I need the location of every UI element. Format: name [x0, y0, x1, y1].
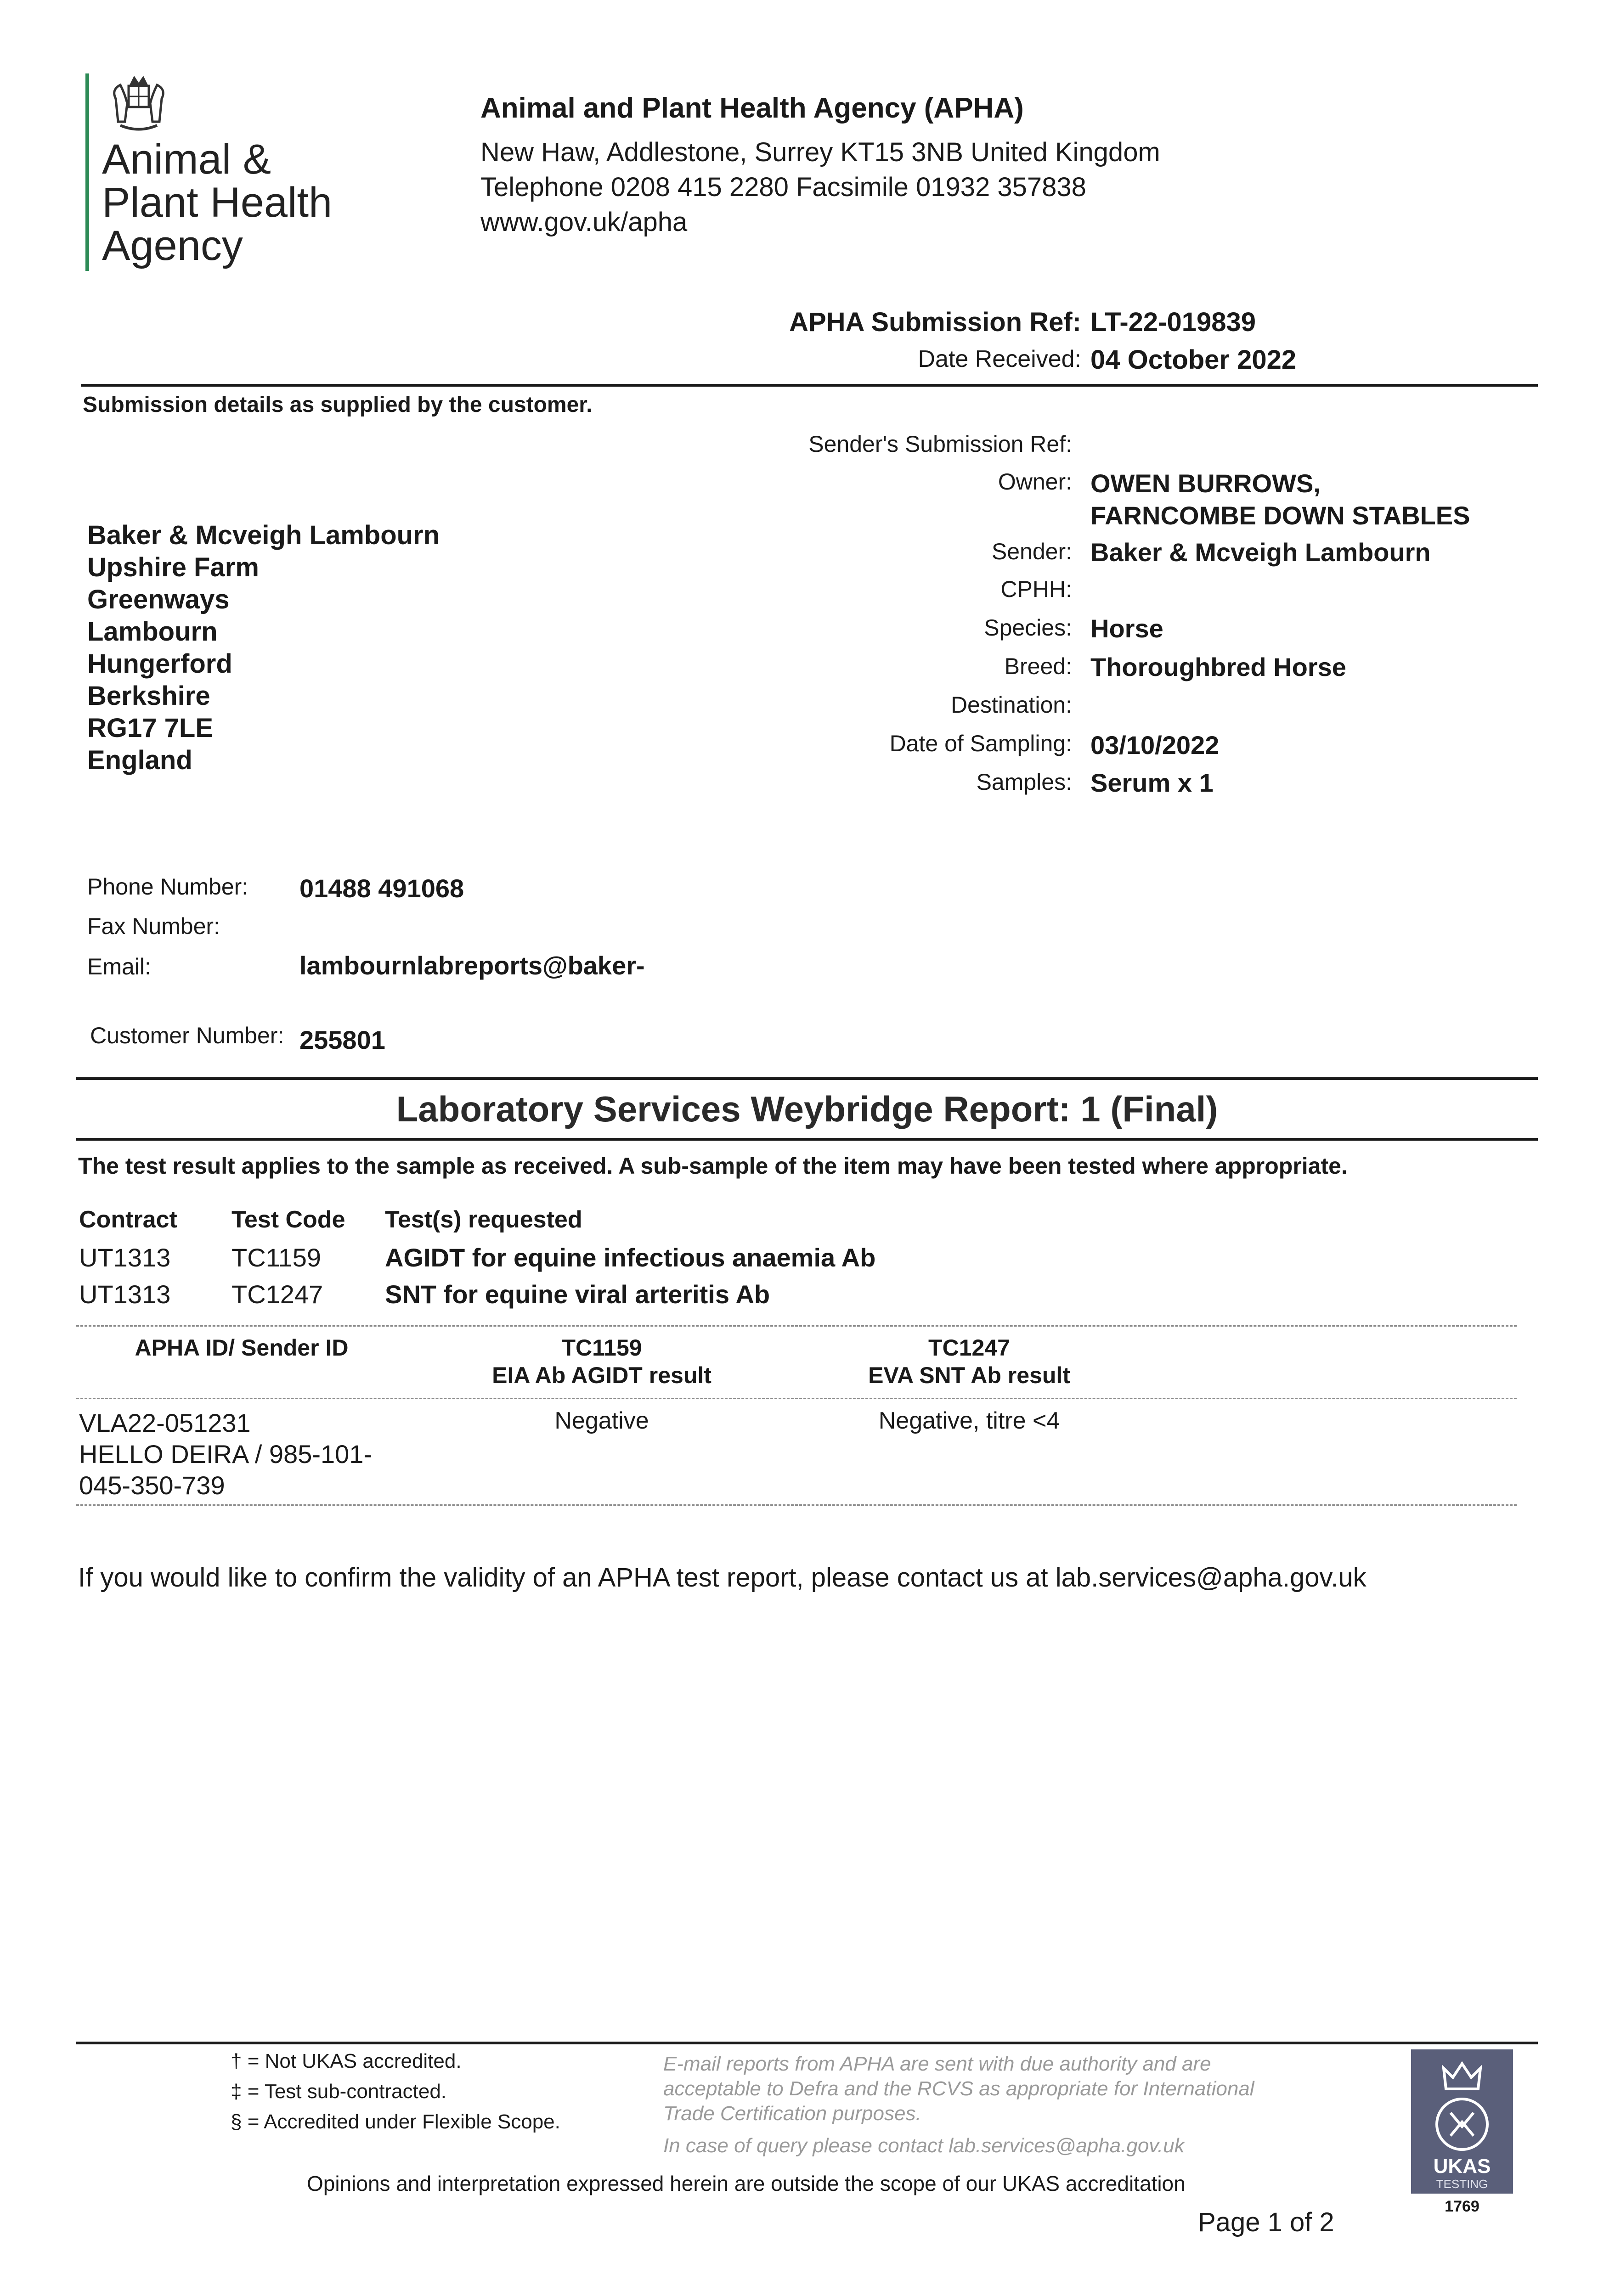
address-line: Greenways [87, 585, 230, 614]
email-label: Email: [87, 954, 151, 979]
page-number: Page 1 of 2 [1198, 2207, 1334, 2237]
result-eva: Negative, titre <4 [878, 1407, 1060, 1434]
address-line: RG17 7LE [87, 713, 213, 743]
sender-ref-label: Sender's Submission Ref: [808, 431, 1072, 457]
email-note-line3: Trade Certification purposes. [663, 2102, 921, 2125]
species-value: Horse [1090, 614, 1163, 643]
breed-value: Thoroughbred Horse [1090, 653, 1346, 681]
samples-value: Serum x 1 [1090, 768, 1214, 797]
sender-label: Sender: [991, 539, 1072, 564]
results-header-eia-name: EIA Ab AGIDT result [492, 1362, 712, 1388]
report-note: The test result applies to the sample as received. A sub-sample of the item may have been tested where appropriate. [78, 1153, 1348, 1179]
opinions-note: Opinions and interpretation expressed herein are outside the scope of our UKAS accreditation [307, 2172, 1186, 2195]
details-heading: Submission details as supplied by the customer. [83, 393, 593, 417]
result-apha-id: VLA22-051231 [79, 1408, 251, 1437]
owner-value-line1: OWEN BURROWS, [1090, 469, 1321, 498]
test-name: SNT for equine viral arteritis Ab [385, 1280, 770, 1309]
ukas-badge [1411, 2049, 1513, 2194]
test-name: AGIDT for equine infectious anaemia Ab [385, 1243, 876, 1272]
agency-website: www.gov.uk/apha [480, 207, 688, 237]
test-contract: UT1313 [79, 1280, 171, 1309]
query-note: In case of query please contact lab.services@apha.gov.uk [663, 2134, 1185, 2157]
ukas-testing-label: TESTING [1436, 2177, 1488, 2191]
footnote-flexible-scope: § = Accredited under Flexible Scope. [231, 2110, 560, 2133]
customer-number-label: Customer Number: [90, 1023, 284, 1048]
test-code: TC1159 [232, 1243, 322, 1272]
divider [76, 1077, 1538, 1080]
email-note-line2: acceptable to Defra and the RCVS as appropriate for International [663, 2077, 1254, 2100]
date-of-sampling-label: Date of Sampling: [889, 731, 1072, 756]
agency-name: Animal and Plant Health Agency (APHA) [480, 92, 1024, 124]
result-eia: Negative [554, 1407, 649, 1434]
test-code: TC1247 [232, 1280, 323, 1309]
address-line: England [87, 745, 192, 775]
date-of-sampling-value: 03/10/2022 [1090, 731, 1220, 760]
divider [76, 2042, 1538, 2044]
ukas-number: 1769 [1445, 2198, 1479, 2215]
phone-value: 01488 491068 [299, 874, 464, 903]
sender-value: Baker & Mcveigh Lambourn [1090, 538, 1431, 567]
date-received-value: 04 October 2022 [1090, 345, 1297, 375]
phone-label: Phone Number: [87, 874, 248, 900]
agency-address: New Haw, Addlestone, Surrey KT15 3NB United Kingdom [480, 137, 1160, 167]
results-header-eva-name: EVA SNT Ab result [868, 1362, 1070, 1388]
dashed-divider [76, 1398, 1517, 1399]
header-test-code: Test Code [232, 1206, 345, 1233]
results-header-eia-code: TC1159 [561, 1335, 642, 1361]
destination-label: Destination: [950, 692, 1072, 718]
species-label: Species: [984, 615, 1072, 641]
address-line: Baker & Mcveigh Lambourn [87, 520, 440, 550]
results-header-id: APHA ID/ Sender ID [135, 1335, 349, 1361]
result-sender-id: HELLO DEIRA / 985-101- [79, 1440, 373, 1469]
footnote-subcontracted: ‡ = Test sub-contracted. [231, 2080, 447, 2103]
address-line: Hungerford [87, 649, 232, 679]
logo-text-line3: Agency [102, 222, 243, 269]
cphh-label: CPHH: [1000, 576, 1072, 602]
test-contract: UT1313 [79, 1243, 171, 1272]
ukas-label: UKAS [1433, 2155, 1491, 2178]
owner-label: Owner: [998, 469, 1072, 495]
owner-value-line2: FARNCOMBE DOWN STABLES [1090, 501, 1470, 530]
fax-label: Fax Number: [87, 913, 220, 939]
results-header-eva-code: TC1247 [928, 1335, 1010, 1361]
divider [76, 1138, 1538, 1141]
footnote-not-ukas: † = Not UKAS accredited. [231, 2050, 462, 2072]
ukas-tick-icon [1432, 2094, 1492, 2154]
dashed-divider [76, 1325, 1517, 1327]
crown-icon [1439, 2057, 1485, 2093]
logo-text-line1: Animal & [102, 136, 271, 183]
header-contract: Contract [79, 1206, 177, 1233]
agency-phone: Telephone 0208 415 2280 Facsimile 01932 357838 [480, 172, 1086, 202]
header-tests-requested: Test(s) requested [385, 1206, 582, 1233]
submission-ref-label: APHA Submission Ref: [789, 307, 1081, 337]
divider [81, 384, 1538, 387]
samples-label: Samples: [976, 769, 1072, 795]
logo-text-line2: Plant Health [102, 179, 333, 226]
address-line: Upshire Farm [87, 552, 259, 582]
report-title: Laboratory Services Weybridge Report: 1 (Final) [396, 1089, 1218, 1129]
royal-coat-of-arms-icon [102, 71, 175, 135]
email-note-line1: E-mail reports from APHA are sent with due authority and are [663, 2053, 1211, 2075]
address-line: Berkshire [87, 681, 210, 711]
result-sender-id-cont: 045-350-739 [79, 1471, 225, 1500]
logo-green-bar [85, 73, 89, 271]
address-line: Lambourn [87, 617, 218, 647]
breed-label: Breed: [1004, 653, 1072, 679]
customer-number-value: 255801 [299, 1025, 385, 1054]
date-received-label: Date Received: [918, 346, 1081, 372]
email-value: lambournlabreports@baker- [299, 951, 645, 980]
dashed-divider [76, 1504, 1517, 1506]
validity-note: If you would like to confirm the validity of an APHA test report, please contact us at lab.services@apha.gov.uk [78, 1563, 1367, 1593]
submission-ref-value: LT-22-019839 [1090, 307, 1256, 337]
